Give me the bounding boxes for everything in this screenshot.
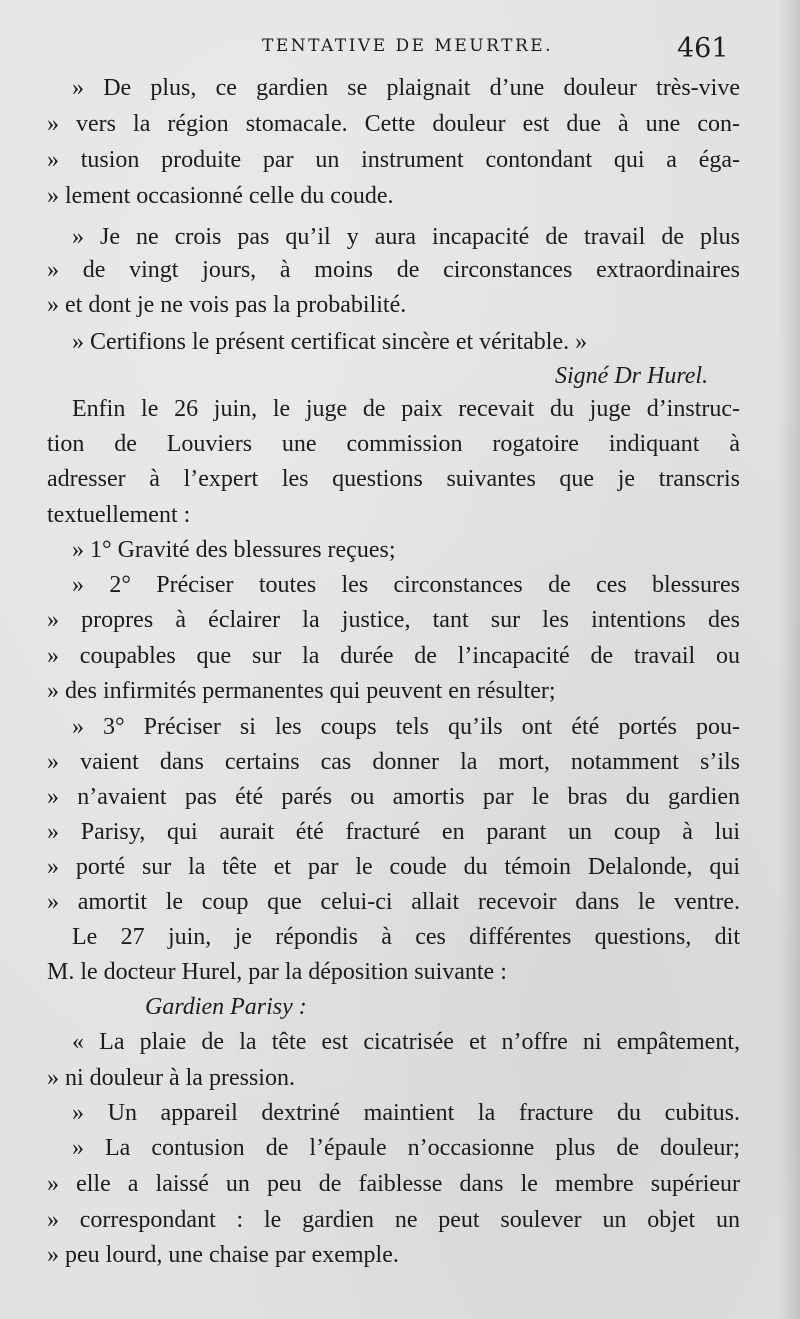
text-line: » vaient dans certains cas donner la mort, notamment s’ils	[47, 749, 740, 775]
text-line: textuellement :	[47, 502, 191, 528]
subheading-text: Gardien Parisy :	[145, 994, 307, 1020]
text-line: » 3° Préciser si les coups tels qu’ils ont été portés pou-	[72, 714, 740, 740]
text-line: » n’avaient pas été parés ou amortis par le bras du gardien	[47, 784, 740, 810]
page-number: 461	[677, 33, 729, 64]
text-line: « La plaie de la tête est cicatrisée et n’offre ni empâtement,	[72, 1029, 740, 1055]
text-line: » Un appareil dextriné maintient la fracture du cubitus.	[72, 1100, 740, 1126]
text-line: » lement occasionné celle du coude.	[47, 183, 394, 209]
text-line: » La contusion de l’épaule n’occasionne plus de douleur;	[72, 1135, 740, 1161]
text-line: » Certifions le présent certificat sincère et véritable. »	[72, 329, 588, 355]
text-line: » amortit le coup que celui-ci allait recevoir dans le ventre.	[47, 889, 740, 915]
text-line: » peu lourd, une chaise par exemple.	[47, 1242, 399, 1268]
text-line: » vers la région stomacale. Cette douleur est due à une con-	[47, 111, 740, 137]
running-title: TENTATIVE DE MEURTRE.	[262, 36, 554, 56]
text-line: » 2° Préciser toutes les circonstances de ces blessures	[72, 572, 740, 598]
text-line: Le 27 juin, je répondis à ces différentes questions, dit	[72, 924, 740, 950]
signature-text: Signé Dr Hurel.	[555, 363, 709, 389]
text-line: » des infirmités permanentes qui peuvent en résulter;	[47, 678, 556, 704]
text-line: M. le docteur Hurel, par la déposition suivante :	[47, 959, 507, 985]
text-line: » coupables que sur la durée de l’incapacité de travail ou	[47, 643, 740, 669]
text-line: » porté sur la tête et par le coude du témoin Delalonde, qui	[47, 854, 740, 880]
signature-line	[555, 361, 708, 391]
text-line: » tusion produite par un instrument contondant qui a éga-	[47, 147, 740, 173]
text-line: » propres à éclairer la justice, tant sur les intentions des	[47, 607, 740, 633]
text-line: tion de Louviers une commission rogatoire indiquant à	[47, 431, 740, 457]
text-line: » correspondant : le gardien ne peut soulever un objet un	[47, 1207, 740, 1233]
text-line: » de vingt jours, à moins de circonstances extraordinaires	[47, 257, 740, 283]
text-line: » Parisy, qui aurait été fracturé en parant un coup à lui	[47, 819, 740, 845]
text-line: adresser à l’expert les questions suivantes que je transcris	[47, 466, 740, 492]
text-line: » elle a laissé un peu de faiblesse dans le membre supérieur	[47, 1171, 740, 1197]
text-line: » 1° Gravité des blessures reçues;	[72, 537, 396, 563]
text-line: » et dont je ne vois pas la probabilité.	[47, 292, 407, 318]
text-line: » Je ne crois pas qu’il y aura incapacité de travail de plus	[72, 224, 740, 250]
text-line: Enfin le 26 juin, le juge de paix recevait du juge d’instruc-	[72, 396, 740, 422]
subheading-line	[145, 992, 307, 1022]
text-line: » ni douleur à la pression.	[47, 1065, 295, 1091]
text-line: » De plus, ce gardien se plaignait d’une douleur très-vive	[72, 75, 740, 101]
